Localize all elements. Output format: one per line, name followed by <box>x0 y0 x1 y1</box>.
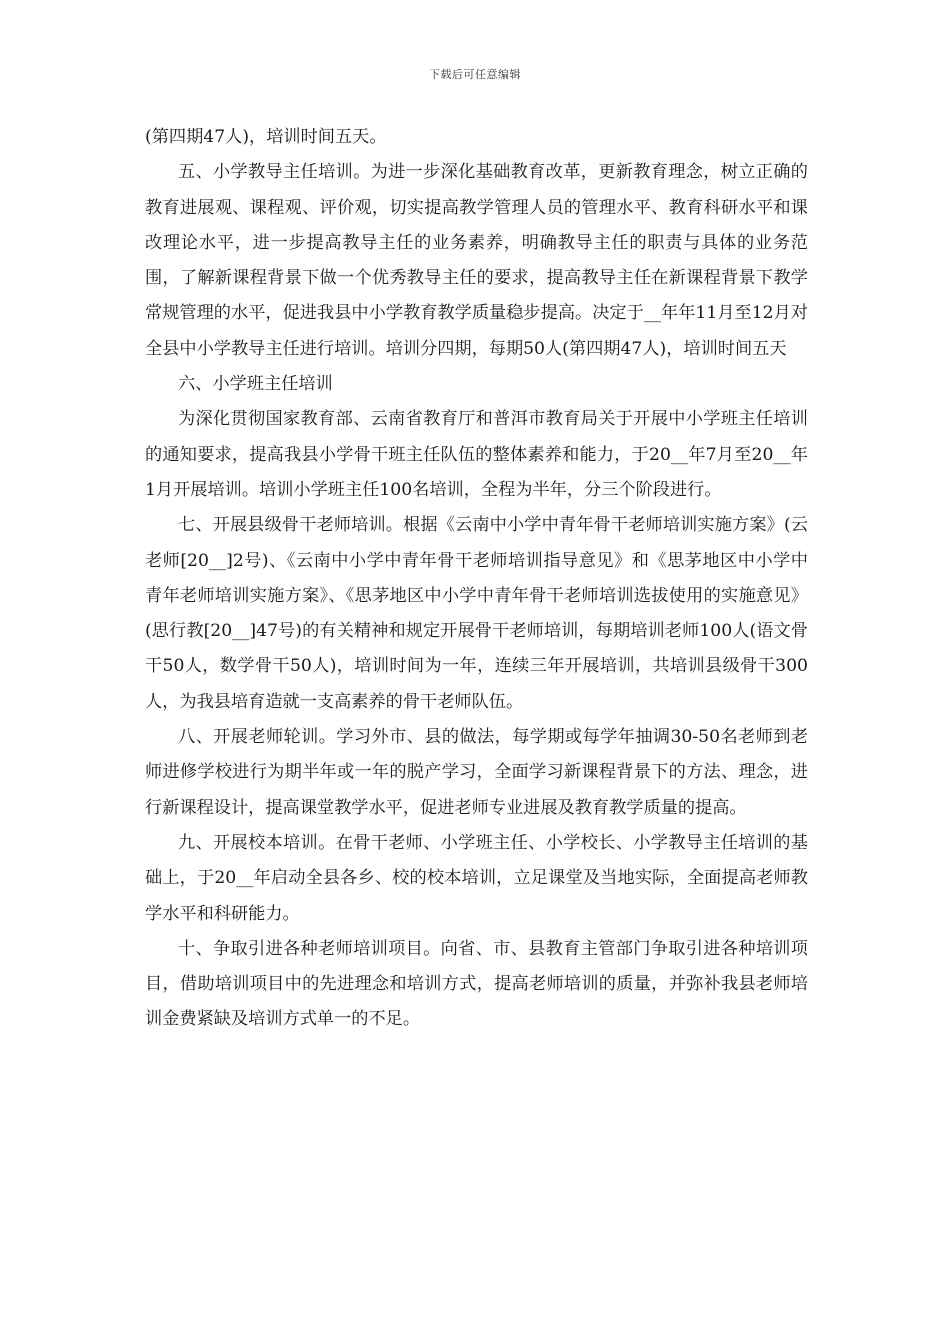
paragraph-section-9: 九、开展校本培训。在骨干老师、小学班主任、小学校长、小学教导主任培训的基础上，于20__年启动全县各乡、校的校本培训，立足课堂及当地实际，全面提高老师教学水平和科研能力。 <box>145 832 808 924</box>
paragraph-section-8: 八、开展老师轮训。学习外市、县的做法，每学期或每学年抽调30-50名老师到老师进修学校进行为期半年或一年的脱产学习，全面学习新课程背景下的方法、理念，进行新课程设计，提高课堂教学水平，促进老师专业进展及教育教学质量的提高。 <box>145 727 808 818</box>
paragraph-continuation: (第四期47人)，培训时间五天。 <box>145 127 387 147</box>
document-body <box>145 120 808 1038</box>
paragraph-section-10: 十、争取引进各种老师培训项目。向省、市、县教育主管部门争取引进各种培训项目，借助培训项目中的先进理念和培训方式，提高老师培训的质量，并弥补我县老师培训金费紧缺及培训方式单一的不足。 <box>145 938 808 1030</box>
paragraph-section-5: 五、小学教导主任培训。为进一步深化基础教育改革，更新教育理念，树立正确的教育进展观、课程观、评价观，切实提高教学管理人员的管理水平、教育科研水平和课改理论水平，进一步提高教导主任的业务素养，明确教导主任的职责与具体的业务范围，了解新课程背景下做一个优秀教导主任的要求，提高教导主任在新课程背景下教学常规管理的水平，促进我县中小学教育教学质量稳步提高。决定于__年年11月至12月对全县中小学教导主任进行培训。培训分四期，每期50人(第四期47人)，培训时间五天 <box>145 162 808 359</box>
page-header: 下载后可任意编辑 <box>429 68 521 81</box>
paragraph-section-6-heading: 六、小学班主任培训 <box>178 374 333 395</box>
paragraph-section-6-body: 为深化贯彻国家教育部、云南省教育厅和普洱市教育局关于开展中小学班主任培训的通知要求，提高我县小学骨干班主任队伍的整体素养和能力，于20__年7月至20__年1月开展培训。培训小学班主任100名培训，全程为半年，分三个阶段进行。 <box>145 409 808 500</box>
paragraph-section-7: 七、开展县级骨干老师培训。根据《云南中小学中青年骨干老师培训实施方案》(云老师[20__]2号)、《云南中小学中青年骨干老师培训指导意见》和《思茅地区中小学中青年老师培训实施方案》、《思茅地区中小学中青年骨干老师培训选拔使用的实施意见》(思行教[20__]47号)的有关精神和规定开展骨干老师培训，每期培训老师100人(语文骨干50人，数学骨干50人)，培训时间为一年，连续三年开展培训，共培训县级骨干300人，为我县培育造就一支高素养的骨干老师队伍。 <box>145 515 808 712</box>
